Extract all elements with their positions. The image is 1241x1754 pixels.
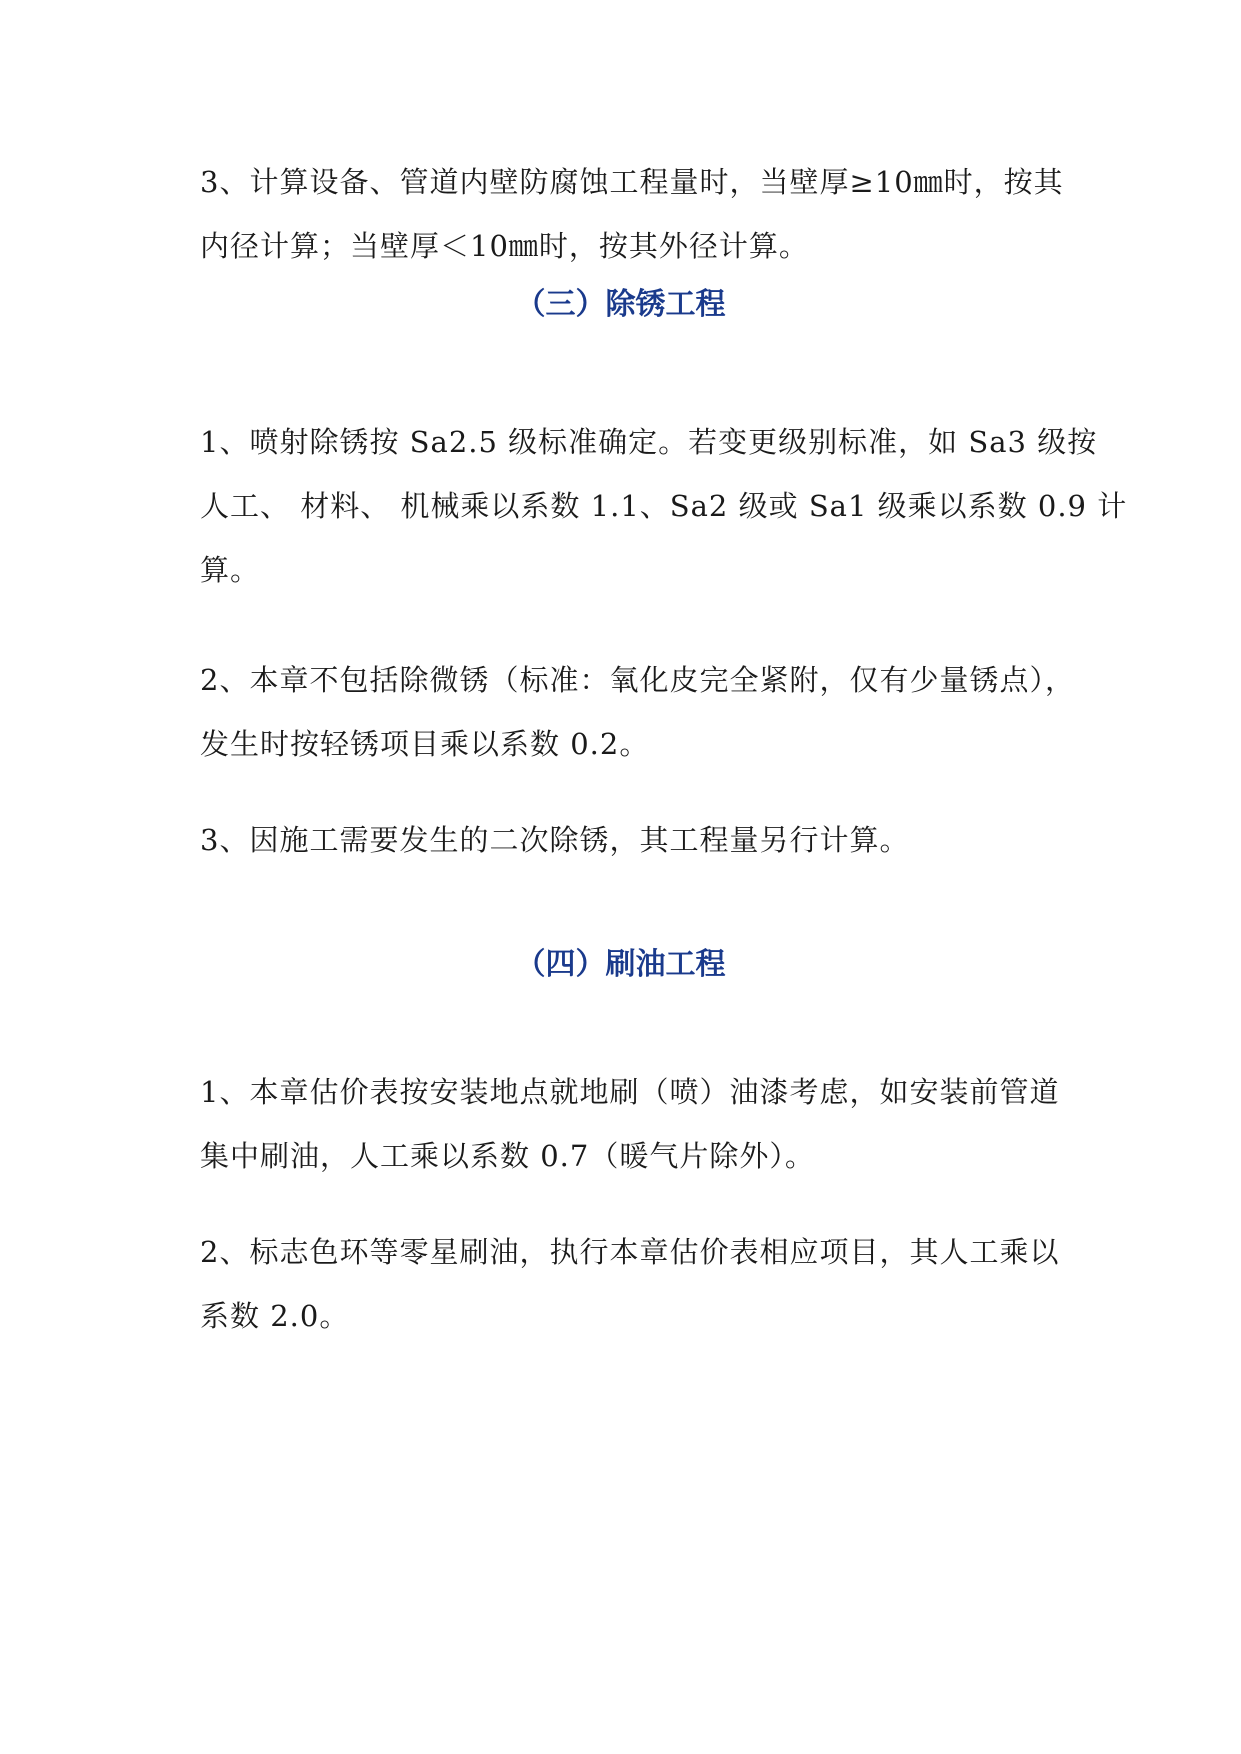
paragraph-line: 1、本章估价表按安装地点就地刷（喷）油漆考虑，如安装前管道 [200,1075,1060,1109]
paragraph-onsite-painting [200,1060,1060,1188]
paragraph-line: 2、本章不包括除微锈（标准：氧化皮完全紧附，仅有少量锈点）， [200,663,1075,697]
paragraph-line: 集中刷油，人工乘以系数 0.7（暖气片除外）。 [200,1139,815,1173]
section-heading-painting: （四）刷油工程 [515,947,726,982]
paragraph-wall-thickness [200,150,1064,278]
paragraph-line: 1、喷射除锈按 Sa2.5 级标准确定。若变更级别标准，如 Sa3 级按 [200,425,1098,459]
paragraph-line: 内径计算；当壁厚＜10㎜时，按其外径计算。 [200,229,809,263]
paragraph-line: 2、标志色环等零星刷油，执行本章估价表相应项目，其人工乘以 [200,1235,1060,1269]
paragraph-line: 3、因施工需要发生的二次除锈，其工程量另行计算。 [200,823,910,857]
paragraph-line: 3、计算设备、管道内壁防腐蚀工程量时，当壁厚≥10㎜时，按其 [200,165,1064,199]
paragraph-color-ring-painting [200,1220,1060,1348]
paragraph-micro-rust [200,648,1075,776]
paragraph-line: 发生时按轻锈项目乘以系数 0.2。 [200,727,650,761]
paragraph-secondary-rust-removal [200,808,1060,872]
paragraph-spray-rust-removal [200,410,1128,602]
paragraph-line: 人工、 材料、 机械乘以系数 1.1、Sa2 级或 Sa1 级乘以系数 0.9 计 [200,489,1128,523]
paragraph-line: 系数 2.0。 [200,1299,350,1333]
section-heading-rust-removal: （三）除锈工程 [515,287,726,322]
paragraph-line: 算。 [200,553,261,587]
